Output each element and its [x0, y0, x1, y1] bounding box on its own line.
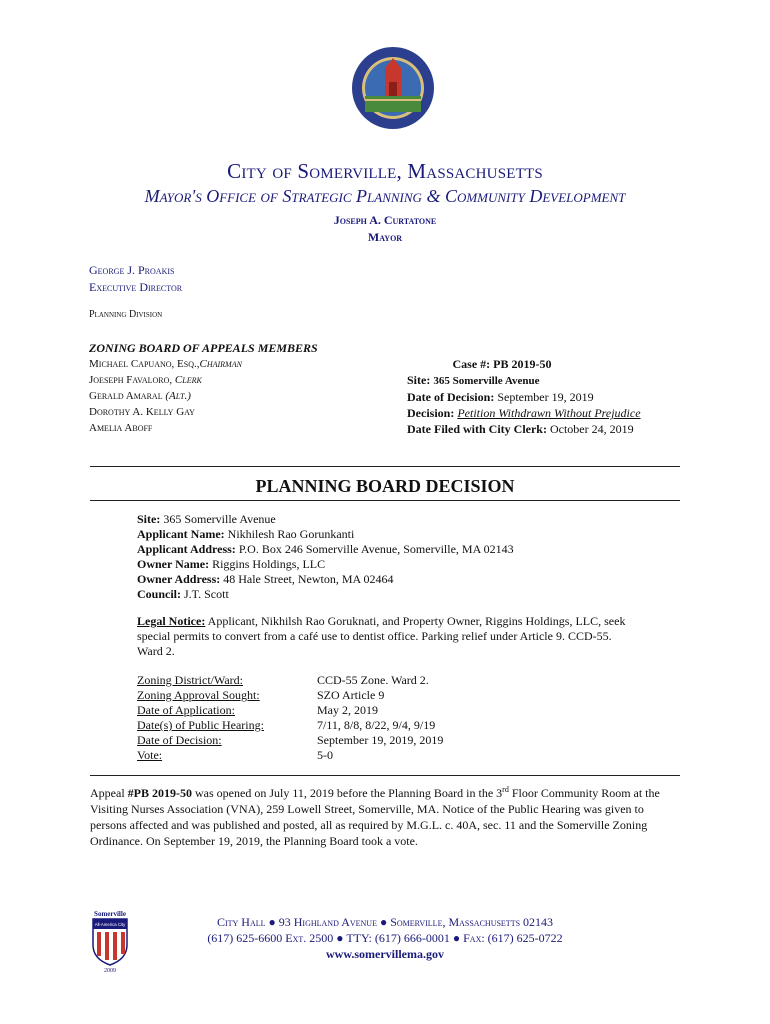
- board-heading: ZONING BOARD OF APPEALS MEMBERS: [89, 341, 318, 355]
- member-role: Chairman: [199, 358, 242, 370]
- zoning-label: Date(s) of Public Hearing:: [137, 718, 264, 732]
- legal-notice-line: Ward 2.: [137, 644, 175, 658]
- footer-phones: (617) 625-6600 Ext. 2500 ● TTY: (617) 666-0001 ● Fax: (617) 625-0722: [207, 931, 563, 945]
- city-seal: [351, 44, 435, 132]
- member-name: Amelia Aboff: [89, 422, 153, 434]
- zoning-label: Zoning Approval Sought:: [137, 688, 260, 702]
- case-info: [407, 356, 641, 437]
- divider: [90, 775, 680, 776]
- divider: [90, 466, 680, 467]
- footer-address: City Hall ● 93 Highland Avenue ● Somerville, Massachusetts 02143: [216, 915, 554, 929]
- division: Planning Division: [89, 309, 163, 320]
- zoning-values: [317, 673, 443, 763]
- mayor-title: Mayor: [367, 230, 403, 244]
- executive-title: Executive Director: [89, 280, 183, 294]
- mayor-block: [0, 212, 770, 246]
- zoning-value: May 2, 2019: [317, 703, 378, 717]
- legal-notice-line: Applicant, Nikhilsh Rao Goruknati, and Property Owner, Riggins Holdings, LLC, seek: [207, 614, 626, 628]
- member-name: Gerald Amaral: [89, 390, 163, 402]
- detail-row: Applicant Name: Nikhilesh Rao Gorunkanti: [137, 527, 355, 541]
- member-row: [89, 372, 318, 388]
- zoning-value: CCD-55 Zone. Ward 2.: [317, 673, 429, 687]
- member-name: Michael Capuano, Esq.,: [89, 358, 200, 370]
- member-role: (Alt.): [165, 390, 191, 402]
- footer: [0, 914, 770, 962]
- zoning-label: Vote:: [137, 748, 163, 762]
- detail-row: Owner Address: 48 Hale Street, Newton, MA 02464: [137, 572, 394, 586]
- member-name: Joeseph Favaloro,: [89, 374, 173, 386]
- zoning-label: Zoning District/Ward:: [137, 673, 244, 687]
- detail-row: Owner Name: Riggins Holdings, LLC: [137, 557, 326, 571]
- legal-notice-line: special permits to convert from a café use to dentist office. Parking relief under Article 9. CCD-55.: [137, 629, 612, 643]
- detail-row: Applicant Address: P.O. Box 246 Somerville Avenue, Somerville, MA 02143: [137, 542, 514, 556]
- appeal-case: #PB 2019-50: [127, 786, 192, 800]
- executive-name: George J. Proakis: [89, 263, 175, 277]
- case-filed: Date Filed with City Clerk: October 24, 2019: [407, 422, 634, 436]
- appeal-paragraph: Appeal #PB 2019-50 was opened on July 11, 2019 before the Planning Board in the 3rd Floor Community Room at the Visiting Nurses Association (VNA), 259 Lowell Street, Somerville, MA. Notice of the Public Hearing was given to persons affected and was published and posted, all as required by M.G.L. c. 40A, sec. 11 and the Somerville Zoning Ordinance. On September 19, 2019, the Planning Board took a vote.: [90, 785, 660, 848]
- zoning-value: September 19, 2019, 2019: [317, 733, 444, 747]
- board-members: [89, 340, 318, 436]
- case-decision-date: Date of Decision: September 19, 2019: [407, 390, 594, 404]
- case-site: Site: 365 Somerville Avenue: [407, 373, 540, 387]
- executive-director: [89, 262, 182, 296]
- logo-year: 2009: [104, 968, 116, 973]
- legal-notice-label: Legal Notice:: [137, 614, 206, 628]
- case-decision: Decision: Petition Withdrawn Without Prejudice: [407, 406, 641, 420]
- detail-row: Site: 365 Somerville Avenue: [137, 512, 276, 526]
- logo-top-text: Somerville: [94, 910, 126, 918]
- zoning-value: 7/11, 8/8, 8/22, 9/4, 9/19: [317, 718, 436, 732]
- member-row: [89, 388, 318, 404]
- divider: [90, 500, 680, 501]
- footer-website[interactable]: www.somervillema.gov: [326, 947, 444, 961]
- zoning-label: Date of Decision:: [137, 733, 222, 747]
- document-title: PLANNING BOARD DECISION: [255, 476, 515, 496]
- member-row: [89, 356, 318, 372]
- zoning-label: Date of Application:: [137, 703, 235, 717]
- member-role: Clerk: [174, 374, 202, 386]
- mayor-name: Joseph A. Curtatone: [333, 213, 437, 227]
- legal-notice: [137, 614, 677, 659]
- office-title: Mayor's Office of Strategic Planning & Community Development: [144, 186, 626, 206]
- member-name: Dorothy A. Kelly Gay: [89, 406, 195, 418]
- member-row: [89, 420, 318, 436]
- logo-banner-text: All-America City: [94, 922, 126, 927]
- case-number: Case #: PB 2019-50: [452, 357, 552, 371]
- detail-row: Council: J.T. Scott: [137, 587, 229, 601]
- zoning-value: 5-0: [317, 748, 333, 762]
- zoning-labels: [137, 673, 264, 763]
- city-title: City of Somerville, Massachusetts: [227, 159, 543, 183]
- application-details: [137, 512, 514, 602]
- zoning-value: SZO Article 9: [317, 688, 385, 702]
- member-row: [89, 404, 318, 420]
